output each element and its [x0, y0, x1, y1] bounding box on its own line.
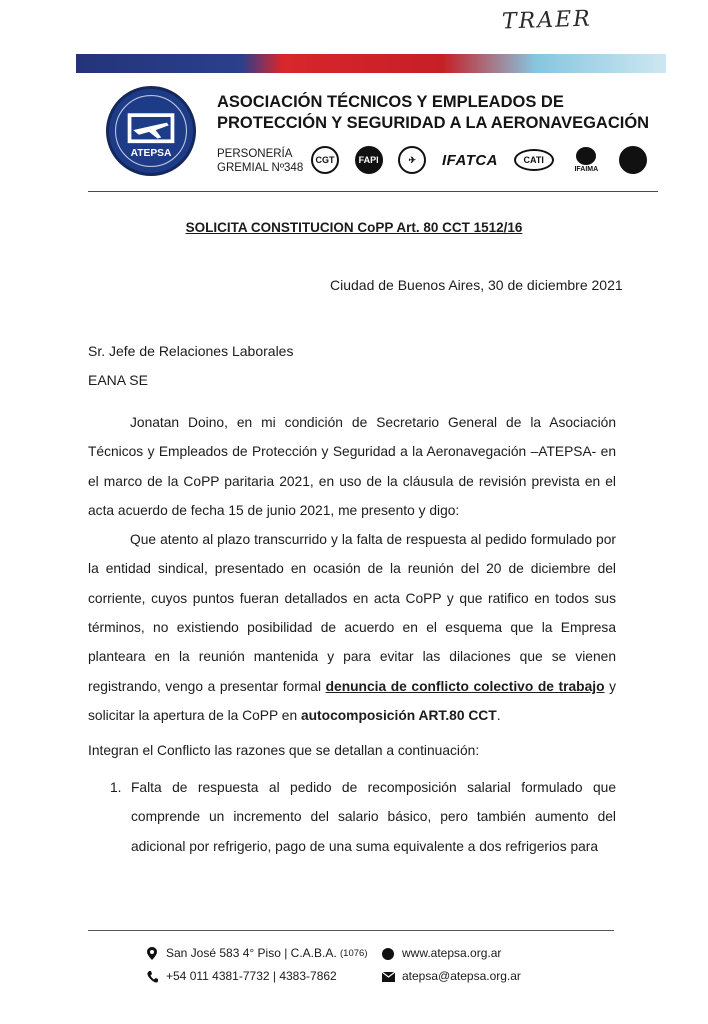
- location-pin-icon: [144, 947, 160, 960]
- org-title-line2: PROTECCIÓN Y SEGURIDAD A LA AERONAVEGACIÓN: [217, 114, 650, 132]
- affiliation-logos: [311, 144, 647, 176]
- letterhead-color-bar: [76, 54, 666, 73]
- logo-text: ATEPSA: [130, 148, 172, 160]
- atepsa-logo: [106, 86, 196, 176]
- atepsa-emblem-icon: [109, 89, 193, 173]
- federation-logo-icon: ✈: [398, 146, 426, 174]
- letter-date: Ciudad de Buenos Aires, 30 de diciembre 2021: [330, 277, 623, 293]
- cati-logo-icon: CATI: [514, 149, 554, 171]
- footer-email[interactable]: atepsa@atepsa.org.ar: [402, 969, 521, 983]
- personeria-gremial: [217, 147, 303, 175]
- globe-icon: [380, 948, 396, 960]
- footer-divider: [88, 930, 614, 931]
- footer-phone: +54 011 4381-7732 | 4383-7862: [166, 969, 337, 983]
- list-item: [110, 773, 616, 861]
- addressee-line2: EANA SE: [88, 372, 148, 388]
- paragraph-2: Que atento al plazo transcurrido y la falta de respuesta al pedido formulado por la entidad sindical, presentado en ocasión de la reunión del 20 de diciembre del corriente, cuyos puntos fueran detallados en acta CoPP y que ratifico en todos sus términos, no existiendo posibilidad de acuerdo en el esquema que la Empresa planteara en la reunión mantenida y para evitar las dilaciones que se vienen registrando, vengo a presentar formal denuncia de conflicto colectivo de trabajo y solicitar la apertura de la CoPP en autocomposición ART.80 CCT.: [88, 532, 616, 723]
- footer-postal-code: (1076): [340, 948, 368, 959]
- list-number: 1.: [110, 780, 122, 795]
- paragraph-1: Jonatan Doino, en mi condición de Secretario General de la Asociación Técnicos y Empleados de Protección y Seguridad a la Aeronavegación –ATEPSA- en el marco de la CoPP paritaria 2021, en uso de la cláusula de revisión prevista en el acta acuerdo de fecha 15 de junio 2021, me presento y digo:: [88, 415, 616, 518]
- paragraph-3: Integran el Conflicto las razones que se detallan a continuación:: [88, 743, 480, 759]
- cgt-logo-icon: CGT: [311, 146, 339, 174]
- phone-icon: [144, 971, 160, 983]
- letter-subject: SOLICITA CONSTITUCION CoPP Art. 80 CCT 1512/16: [185, 220, 523, 235]
- org-title-line1: ASOCIACIÓN TÉCNICOS Y EMPLEADOS DE: [217, 93, 564, 111]
- header-divider: [88, 191, 658, 192]
- footer-address: San José 583 4° Piso | C.A.B.A.: [166, 946, 337, 960]
- footer-contact: [144, 942, 574, 988]
- handwritten-note: TRAER: [501, 6, 593, 35]
- letter-body: [88, 408, 616, 766]
- globe-logo-icon: [619, 146, 647, 174]
- fapi-logo-icon: FAPI: [355, 146, 383, 174]
- addressee-line1: Sr. Jefe de Relaciones Laborales: [88, 343, 294, 359]
- personeria-line2: GREMIAL Nº348: [217, 162, 304, 174]
- envelope-icon: [380, 972, 396, 982]
- personeria-line1: PERSONERÍA: [217, 148, 293, 160]
- footer-website[interactable]: www.atepsa.org.ar: [402, 946, 502, 960]
- ifatca-logo-icon: IFATCA: [441, 151, 499, 169]
- list-text: Falta de respuesta al pedido de recomposición salarial formulado que comprende un incremento del salario básico, pero también aumento del adicional por refrigerio, pago de una suma equivalente a dos refrigerios para: [131, 780, 616, 854]
- conflict-denunciation: denuncia de conflicto colectivo de trabajo: [325, 678, 605, 694]
- ifaima-logo-icon: IFAIMA: [569, 147, 603, 173]
- autocomposition-ref: autocomposición ART.80 CCT: [300, 707, 497, 723]
- addressee: [88, 337, 293, 395]
- organization-name: [217, 92, 657, 134]
